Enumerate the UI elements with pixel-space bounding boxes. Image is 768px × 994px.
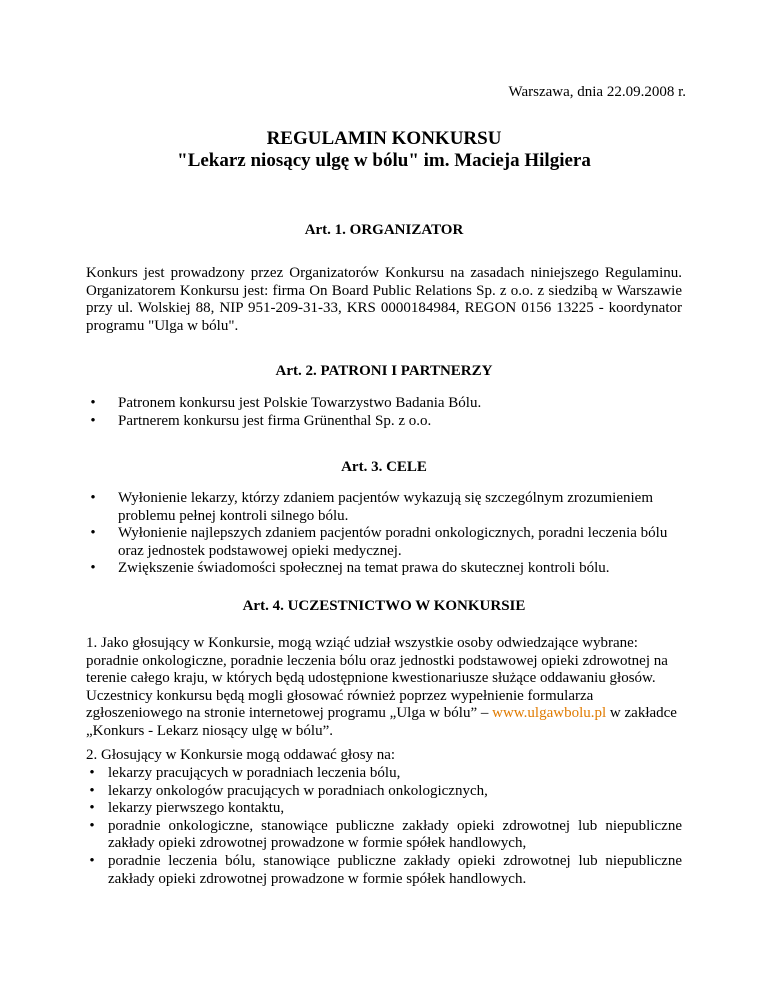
list-item: • Patronem konkursu jest Polskie Towarzystwo Badania Bólu.	[86, 395, 682, 413]
bullet-icon: •	[89, 852, 95, 869]
art2-heading: Art. 2. PATRONI I PARTNERZY	[275, 363, 493, 379]
art1-heading: Art. 1. ORGANIZATOR	[304, 222, 464, 238]
bullet-icon: •	[90, 395, 96, 411]
bullet-icon: •	[90, 490, 96, 506]
bullet-icon: •	[89, 765, 95, 781]
list-item: • Zwiększenie świadomości społecznej na temat prawa do skutecznej kontroli bólu.	[86, 560, 682, 578]
art4-paragraph-2-intro: 2. Głosujący w Konkursie mogą oddawać głosy na:	[86, 747, 396, 763]
list-item: • lekarzy pierwszego kontaktu,	[86, 800, 682, 818]
document-subtitle: "Lekarz niosący ulgę w bólu" im. Macieja Hilgiera	[177, 150, 591, 171]
art1-paragraph: Konkurs jest prowadzony przez Organizatorów Konkursu na zasadach niniejszego Regulaminu. Organizatorem Konkursu jest: firma On Board Public Relations Sp. z o.o. z siedzibą w Warszawie przy ul. Wolskiej 88, NIP 951-209-31-33, KRS 0000184984, REGON 0156 13225 - koordynator programu "Ulga w bólu".	[86, 265, 682, 334]
art2-list	[86, 395, 682, 430]
bullet-icon: •	[90, 525, 96, 542]
list-item: • poradnie leczenia bólu, stanowiące publiczne zakłady opieki zdrowotnej lub niepubliczne zakłady opieki zdrowotnej prowadzone w formie spółek handlowych.	[86, 853, 682, 888]
list-item: • Wyłonienie lekarzy, którzy zdaniem pacjentów wykazują się szczególnym zrozumieniem problemu pełnej kontroli silnego bólu.	[86, 490, 682, 525]
bullet-icon: •	[89, 817, 95, 834]
art4-heading: Art. 4. UCZESTNICTWO W KONKURSIE	[242, 598, 526, 614]
bullet-icon: •	[90, 560, 96, 577]
art4-paragraph-1: 1. Jako głosujący w Konkursie, mogą wziąć udział wszystkie osoby odwiedzające wybrane: poradnie onkologiczne, poradnie leczenia bólu oraz jednostki podstawowej opieki zdrowotnej na terenie całego kraju, w których będą udostępnione kwestionariusze służące oddawaniu głosów. Uczestnicy konkursu będą mogli głosować również poprzez wypełnienie formularza zgłoszeniowego na stronie internetowej programu „Ulga w bólu” – www.ulgawbolu.pl w zakładce „Konkurs - Lekarz niosący ulgę w bólu”.	[86, 635, 677, 739]
art4-list	[86, 765, 682, 888]
website-link[interactable]: www.ulgawbolu.pl	[492, 705, 607, 722]
list-item: • lekarzy pracujących w poradniach leczenia bólu,	[86, 765, 682, 783]
art3-heading: Art. 3. CELE	[341, 459, 427, 475]
bullet-icon: •	[89, 800, 95, 817]
document-date: Warszawa, dnia 22.09.2008 r.	[508, 84, 686, 100]
bullet-icon: •	[90, 412, 96, 429]
document-title: REGULAMIN KONKURSU	[266, 128, 502, 149]
list-item: • Wyłonienie najlepszych zdaniem pacjentów poradni onkologicznych, poradni leczenia bólu oraz jednostek podstawowej opieki medycznej.	[86, 525, 682, 560]
art3-list	[86, 490, 682, 578]
list-item: • poradnie onkologiczne, stanowiące publiczne zakłady opieki zdrowotnej lub niepubliczne zakłady opieki zdrowotnej prowadzone w formie spółek handlowych,	[86, 818, 682, 853]
bullet-icon: •	[89, 782, 95, 799]
list-item: • Partnerem konkursu jest firma Grünenthal Sp. z o.o.	[86, 413, 682, 431]
list-item: • lekarzy onkologów pracujących w poradniach onkologicznych,	[86, 783, 682, 801]
